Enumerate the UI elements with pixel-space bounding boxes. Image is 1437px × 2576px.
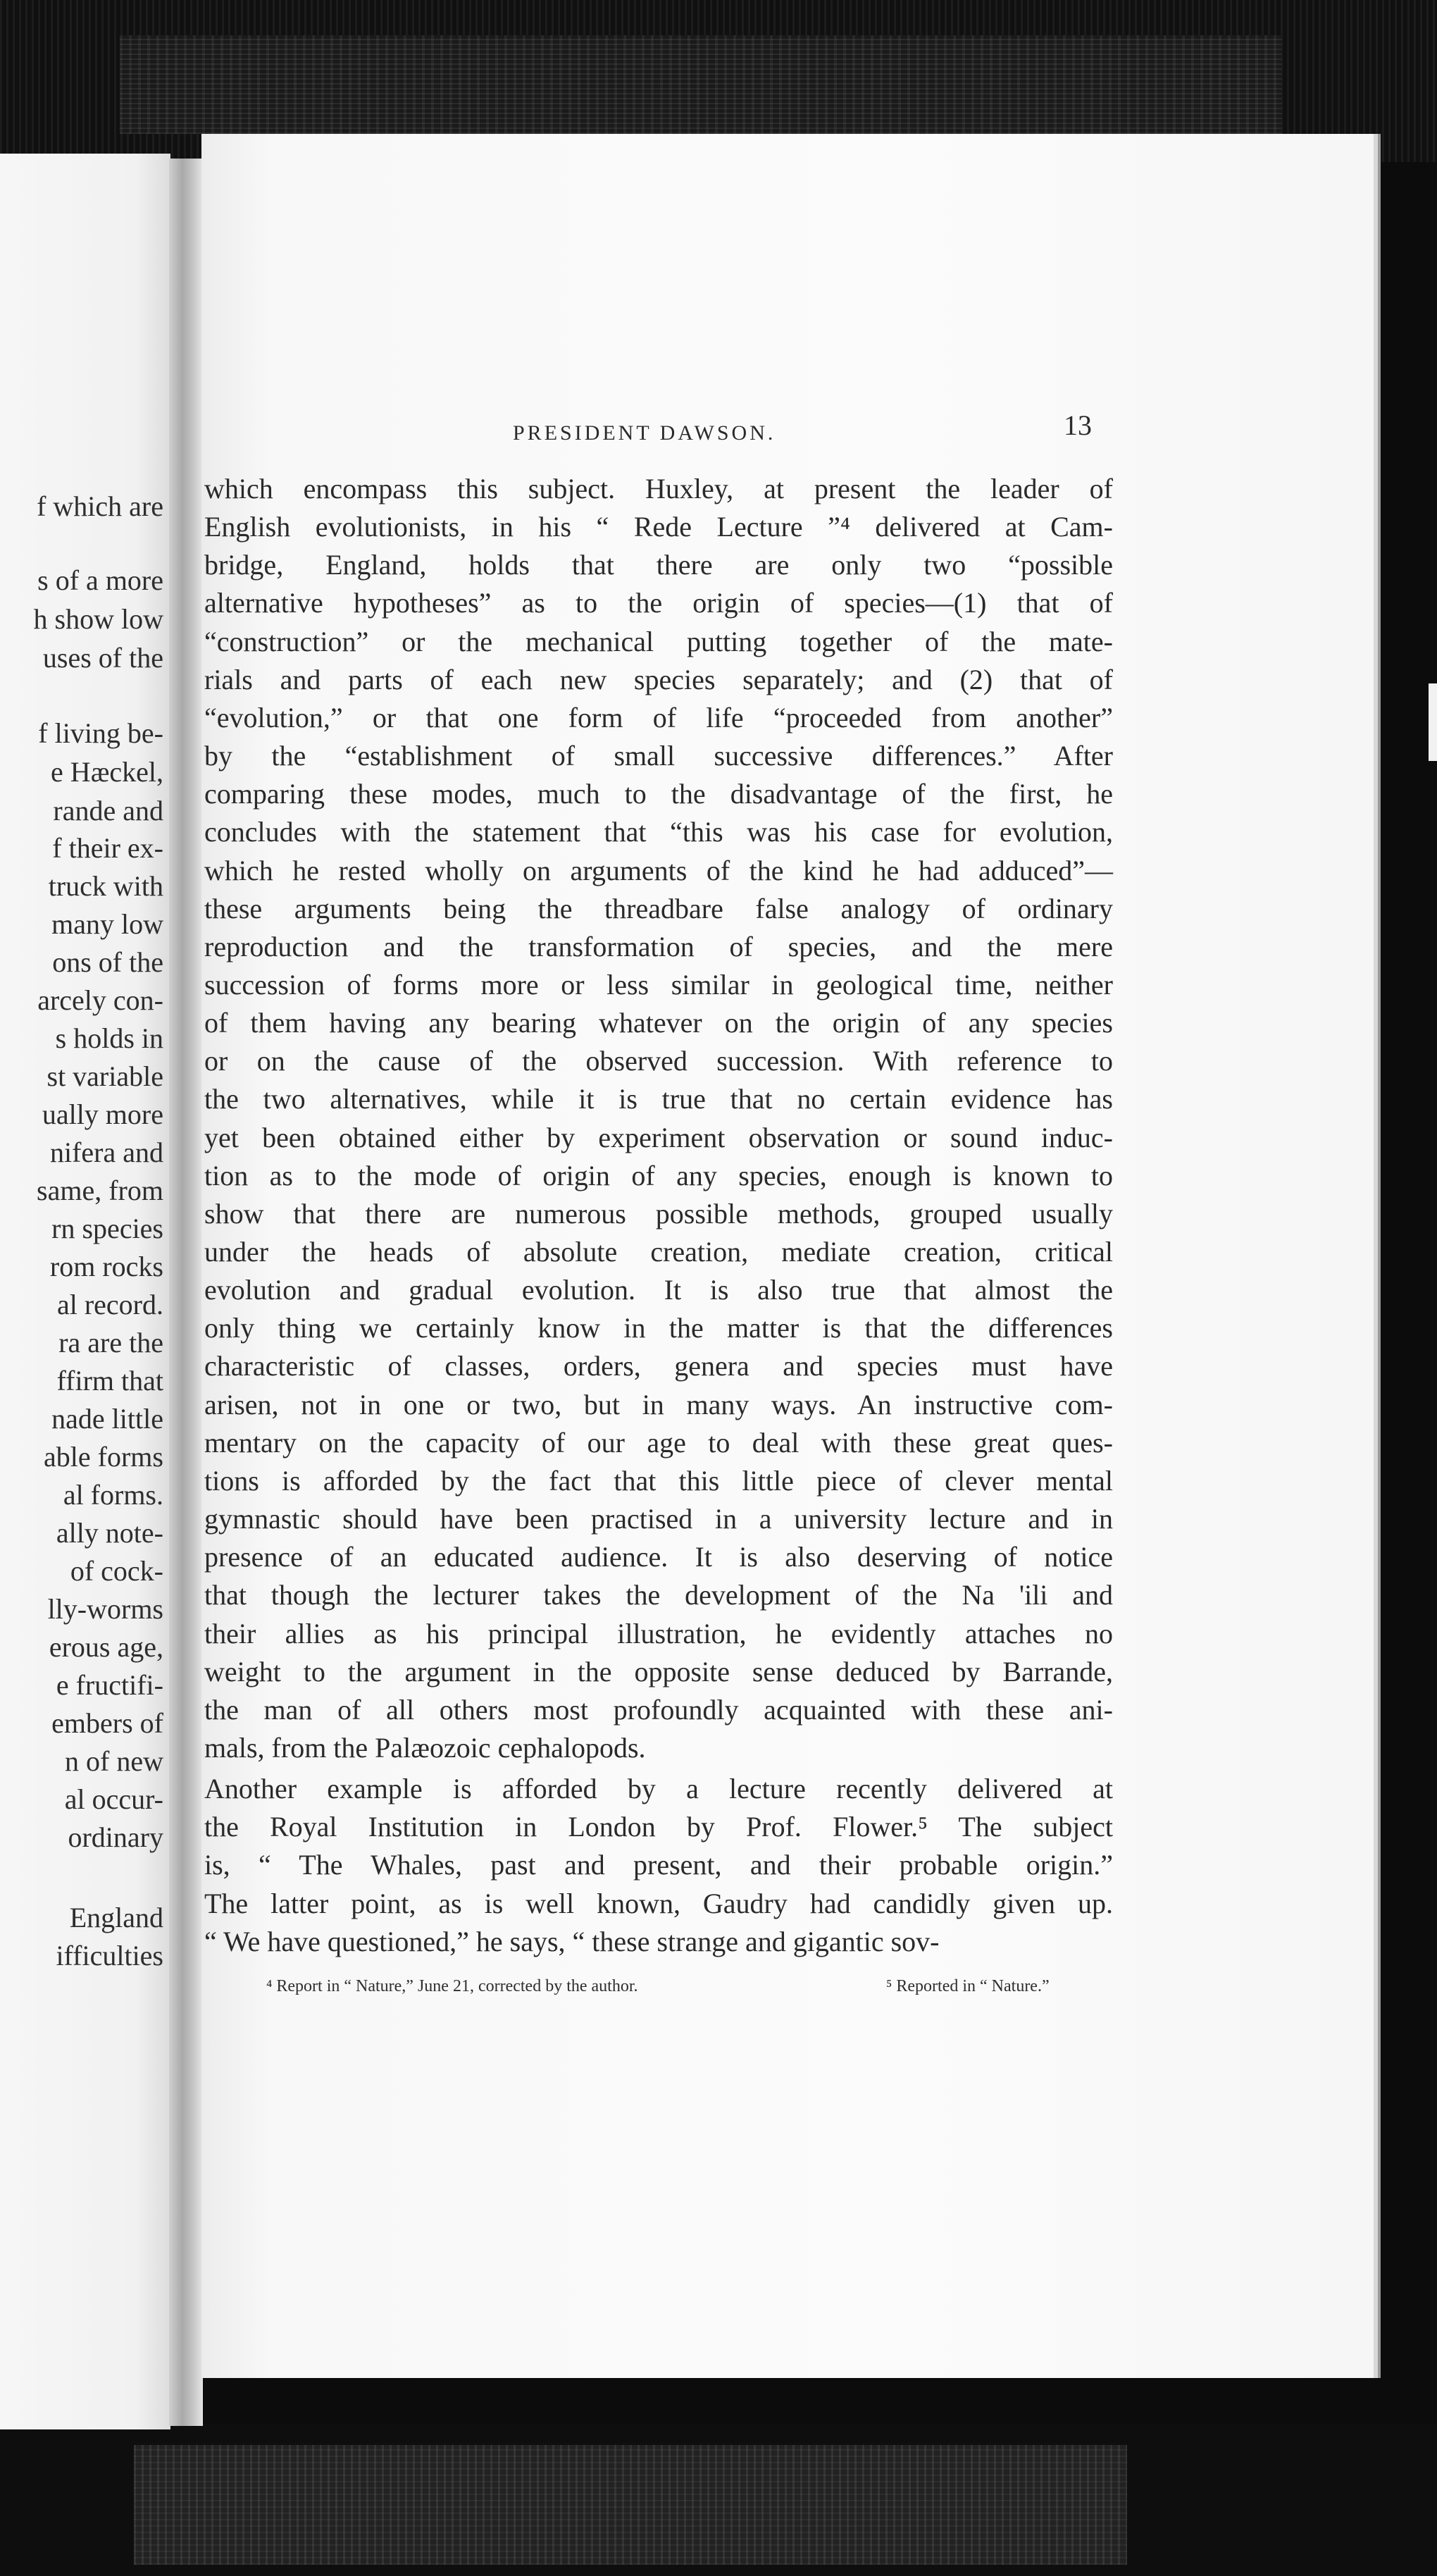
text-line: evolution and gradual evolution. It is also true that almost the xyxy=(204,1274,1113,1306)
text-line: “ We have questioned,” he says, “ these strange and gigantic sov- xyxy=(204,1926,940,1957)
footnote-4: ⁴ Report in “ Nature,” June 21, corrected by the author. xyxy=(266,1977,638,1995)
left-page-line: e fructifi- xyxy=(56,1669,163,1701)
left-page-line: ordinary xyxy=(68,1821,163,1853)
left-page-line: nifera and xyxy=(49,1137,163,1168)
left-page-line: ons of the xyxy=(52,946,163,978)
text-line: only thing we certainly know in the matter is that the differences xyxy=(204,1312,1113,1344)
left-page-line: truck with xyxy=(48,870,163,902)
text-line: mentary on the capacity of our age to deal with these great ques- xyxy=(204,1427,1113,1459)
text-line: succession of forms more or less similar in geological time, neither xyxy=(204,969,1113,1001)
text-line: which encompass this subject. Huxley, at present the leader of xyxy=(204,473,1113,504)
text-line: concludes with the statement that “this was his case for evolution, xyxy=(204,816,1113,848)
left-page-line: rom rocks xyxy=(49,1251,163,1282)
text-line: their allies as his principal illustration, he evidently attaches no xyxy=(204,1618,1113,1649)
text-line: “evolution,” or that one form of life “proceeded from another” xyxy=(204,702,1113,733)
left-page-line: al forms. xyxy=(63,1479,163,1511)
left-page-line: f living be- xyxy=(38,717,163,749)
text-line: bridge, England, holds that there are only two “possible xyxy=(204,549,1113,581)
left-page-line: erous age, xyxy=(49,1631,163,1663)
page-number: 13 xyxy=(1064,409,1092,441)
text-line: tion as to the mode of origin of any species, enough is known to xyxy=(204,1160,1113,1191)
text-line: the man of all others most profoundly acquainted with these ani- xyxy=(204,1694,1113,1726)
text-line: English evolutionists, in his “ Rede Lecture ”⁴ delivered at Cam- xyxy=(204,511,1113,543)
text-line: of them having any bearing whatever on the origin of any species xyxy=(204,1007,1113,1039)
left-page-line: many low xyxy=(51,908,163,940)
left-page-line: able forms xyxy=(44,1441,163,1473)
left-page-line: of cock- xyxy=(70,1555,163,1587)
text-line: gymnastic should have been practised in a university lecture and in xyxy=(204,1503,1113,1535)
text-line: comparing these modes, much to the disadvantage of the first, he xyxy=(204,778,1113,810)
page-edge-mark xyxy=(1429,683,1437,761)
left-page-line: e Hæckel, xyxy=(51,756,163,788)
left-page-line: n of new xyxy=(65,1745,163,1777)
text-line: alternative hypotheses” as to the origin of species—(1) that of xyxy=(204,587,1113,619)
text-line: the two alternatives, while it is true that no certain evidence has xyxy=(204,1083,1113,1115)
text-line: the Royal Institution in London by Prof. Flower.⁵ The subject xyxy=(204,1811,1113,1843)
left-page-line: same, from xyxy=(37,1175,163,1206)
text-line: which he rested wholly on arguments of the kind he had adduced”— xyxy=(204,855,1113,886)
text-line: “construction” or the mechanical putting together of the mate- xyxy=(204,626,1113,657)
left-page-line: rn species xyxy=(51,1213,163,1244)
left-page-line: ually more xyxy=(42,1098,163,1130)
text-line: under the heads of absolute creation, mediate creation, critical xyxy=(204,1236,1113,1268)
left-page-line: rande and xyxy=(53,795,163,826)
text-line: mals, from the Palæozoic cephalopods. xyxy=(204,1732,646,1764)
left-page-line: f which are xyxy=(37,490,163,522)
text-line: rials and parts of each new species separately; and (2) that of xyxy=(204,664,1113,695)
left-page-line: ifficulties xyxy=(56,1940,163,1971)
left-page-fragment xyxy=(0,154,170,2429)
text-line: yet been obtained either by experiment observation or sound induc- xyxy=(204,1122,1113,1153)
text-line: characteristic of classes, orders, genera and species must have xyxy=(204,1350,1113,1382)
left-page-line: uses of the xyxy=(42,642,163,674)
running-header: PRESIDENT DAWSON. xyxy=(513,421,776,445)
left-page-line: f their ex- xyxy=(52,832,163,864)
left-page-line: al occur- xyxy=(64,1783,163,1815)
text-line: The latter point, as is well known, Gaudry had candidly given up. xyxy=(204,1888,1113,1919)
text-line: weight to the argument in the opposite sense deduced by Barrande, xyxy=(204,1656,1113,1688)
text-line: reproduction and the transformation of species, and the mere xyxy=(204,931,1113,962)
text-line: that though the lecturer takes the development of the Na 'ili and xyxy=(204,1579,1113,1611)
left-page-line: ra are the xyxy=(58,1327,163,1358)
left-page-line: ffirm that xyxy=(56,1365,163,1397)
scan-top-noise xyxy=(120,35,1282,134)
left-page-line: lly-worms xyxy=(47,1593,163,1625)
scan-bottom-noise xyxy=(134,2445,1127,2565)
text-line: is, “ The Whales, past and present, and their probable origin.” xyxy=(204,1849,1113,1881)
text-line: show that there are numerous possible methods, grouped usually xyxy=(204,1198,1113,1230)
text-line: by the “establishment of small successive differences.” After xyxy=(204,740,1113,772)
left-page-line: st variable xyxy=(46,1060,163,1092)
footnote-5: ⁵ Reported in “ Nature.” xyxy=(886,1977,1050,1995)
left-page-line: nade little xyxy=(51,1403,163,1435)
text-line: these arguments being the threadbare false analogy of ordinary xyxy=(204,893,1113,924)
left-page-line: embers of xyxy=(51,1707,163,1739)
left-page-line: England xyxy=(69,1902,163,1933)
text-line: tions is afforded by the fact that this little piece of clever mental xyxy=(204,1465,1113,1497)
text-line: Another example is afforded by a lecture recently delivered at xyxy=(204,1773,1113,1804)
left-page-line: s of a more xyxy=(37,564,163,596)
text-line: or on the cause of the observed succession. With reference to xyxy=(204,1045,1113,1077)
left-page-line: al record. xyxy=(56,1289,163,1320)
left-page-line: ally note- xyxy=(56,1517,163,1549)
left-page-line: s holds in xyxy=(55,1022,163,1054)
text-line: arisen, not in one or two, but in many ways. An instructive com- xyxy=(204,1389,1113,1420)
left-page-line: h show low xyxy=(33,603,163,635)
book-gutter xyxy=(169,159,203,2426)
text-line: presence of an educated audience. It is also deserving of notice xyxy=(204,1541,1113,1573)
left-page-line: arcely con- xyxy=(37,984,163,1016)
